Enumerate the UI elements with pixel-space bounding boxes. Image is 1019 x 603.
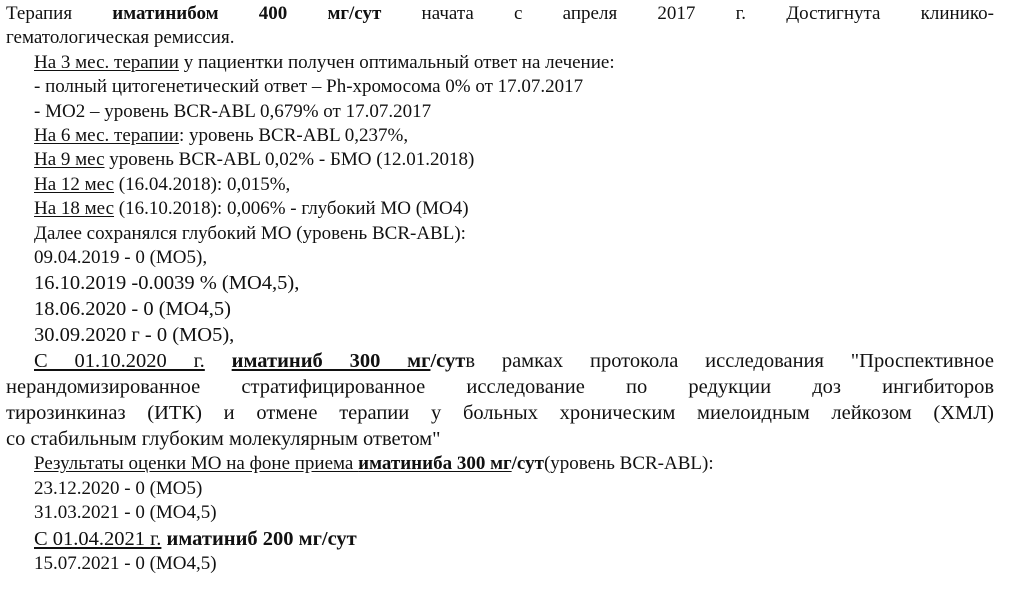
text-line bbox=[6, 100, 994, 124]
text-run: (16.04.2018): 0,015%, bbox=[114, 173, 291, 195]
text-run: иматиниба 300 мг bbox=[358, 453, 512, 475]
text-run: гематологическая ремиссия. bbox=[6, 27, 235, 49]
text-line bbox=[6, 452, 994, 476]
text-run: тирозинкиназ (ИТК) и отмене терапии у больных хроническим миелоидным лейкозом (ХМЛ) bbox=[6, 402, 994, 425]
text-line bbox=[6, 124, 994, 148]
text-run: Результаты оценки МО на фоне приема bbox=[34, 453, 359, 475]
text-run: начата с апреля 2017 г. Достигнута клинико- bbox=[381, 3, 994, 24]
text-run: /сут bbox=[430, 350, 466, 373]
text-line bbox=[6, 374, 994, 400]
text-line bbox=[6, 296, 994, 322]
text-run: 31.03.2021 - 0 (МО4,5) bbox=[34, 502, 217, 524]
text-line bbox=[6, 173, 994, 197]
text-line bbox=[6, 246, 994, 270]
document-body bbox=[6, 2, 994, 576]
text-line bbox=[6, 148, 994, 172]
text-run: На 3 мес. терапии bbox=[34, 51, 179, 73]
text-line bbox=[6, 552, 994, 576]
text-run: На 18 мес bbox=[34, 198, 115, 220]
text-run: - полный цитогенетический ответ – Ph-хромосома 0% от 17.07.2017 bbox=[34, 76, 584, 98]
text-run: /сут bbox=[511, 453, 544, 475]
text-run: (уровень BCR-ABL): bbox=[543, 453, 714, 475]
text-run: 18.06.2020 - 0 (МО4,5) bbox=[34, 298, 232, 321]
text-run: - МО2 – уровень BCR-ABL 0,679% от 17.07.2017 bbox=[34, 100, 432, 122]
text-run: 16.10.2019 -0.0039 % (МО4,5), bbox=[34, 272, 300, 295]
text-line bbox=[6, 400, 994, 426]
text-line bbox=[6, 26, 994, 50]
text-run: 09.04.2019 - 0 (МО5), bbox=[34, 247, 208, 269]
text-run: иматинибом 400 мг/сут bbox=[112, 3, 382, 24]
text-run: (16.10.2018): 0,006% - глубокий МО (МО4) bbox=[114, 198, 469, 220]
text-run: На 12 мес bbox=[34, 173, 115, 195]
text-run: в рамках протокола исследования "Проспективное bbox=[465, 350, 995, 373]
text-line bbox=[6, 322, 994, 348]
text-run: 15.07.2021 - 0 (МО4,5) bbox=[34, 552, 217, 574]
text-run: : уровень BCR-ABL 0,237%, bbox=[178, 125, 409, 147]
text-run: На 9 мес bbox=[34, 149, 105, 171]
text-run bbox=[205, 350, 232, 372]
text-run: иматиниб 300 мг bbox=[231, 350, 431, 373]
text-run: нерандомизированное стратифицированное исследование по редукции доз ингибиторов bbox=[6, 376, 994, 399]
text-line bbox=[6, 426, 994, 452]
text-run: Терапия bbox=[6, 3, 113, 24]
text-line bbox=[6, 51, 994, 75]
text-run: со стабильным глубоким молекулярным ответом" bbox=[6, 428, 441, 451]
text-run: у пациентки получен оптимальный ответ на лечение: bbox=[178, 51, 615, 73]
text-run: С 01.10.2020 г. bbox=[34, 350, 205, 373]
text-line bbox=[6, 270, 994, 296]
text-line bbox=[6, 2, 994, 26]
text-run: 30.09.2020 г - 0 (МО5), bbox=[34, 324, 235, 347]
text-line bbox=[6, 222, 994, 246]
text-line bbox=[6, 526, 994, 552]
text-run: С 01.04.2021 г. bbox=[34, 527, 162, 550]
text-run: Далее сохранялся глубокий МО (уровень BCR-ABL): bbox=[34, 222, 466, 244]
text-line bbox=[6, 75, 994, 99]
text-run: иматиниб 200 мг/сут bbox=[166, 527, 357, 550]
text-line bbox=[6, 197, 994, 221]
text-line bbox=[6, 501, 994, 525]
text-line bbox=[6, 477, 994, 501]
text-run: уровень BCR-ABL 0,02% - БМО (12.01.2018) bbox=[104, 149, 475, 171]
text-run: На 6 мес. терапии bbox=[34, 125, 179, 147]
text-run: 23.12.2020 - 0 (МО5) bbox=[34, 477, 203, 499]
text-line bbox=[6, 348, 994, 374]
